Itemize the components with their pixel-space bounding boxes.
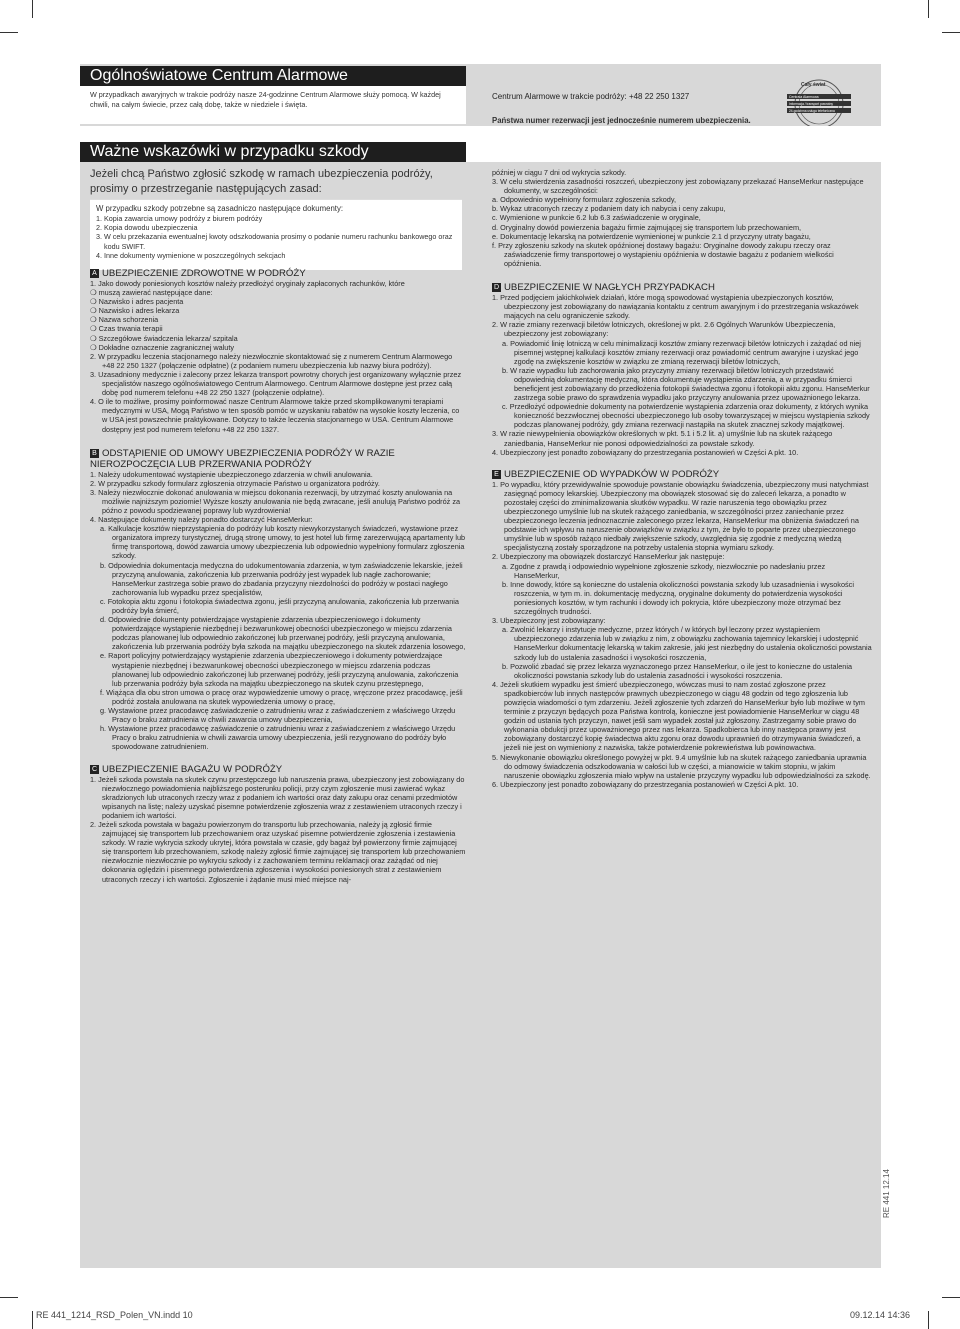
para-d2b: b. W razie wypadku lub zachorowania jako przyczyny zmiany rezerwacji biletów lotniczych przedstawić odpowiednią dokumentację medyczną, która dokumentuje wystąpienia zdarzenia, a w przypadku śmierci beneficjent jest zobowiązany do przedłożenia fotokopii świadectwa zgonu i fotokopii aktu zgonu. HanseMerkur zastrzega sobie prawo do sprawdzenia wypadku jako przyczyny anulowania przez upoważnionego lekarza. [502,365,870,403]
header-title: Ogólnoświatowe Centrum Alarmowe [80,66,466,86]
header-phone: Centrum Alarmowe w trakcie podróży: +48 22 250 1327 [492,92,690,101]
para-b1: 1. Należy udokumentować wystąpienie ubezpieczonego zdarzenia w chwili anulowania. [90,469,373,479]
section-letter-e: E [492,470,501,479]
documents-item: 1. Kopia zawarcia umowy podróży z biurem podróży [96,214,263,223]
bullet-item: ❍ Nazwisko i adres pacjenta [90,297,184,307]
heading-b-text: ODSTĄPIENIE OD UMOWY UBEZPIECZENIA PODRÓŻY W RAZIE NIEROZPOCZĘCIA LUB PRZERWANIA PODRÓŻY [90,447,395,470]
para-c3f: f. Przy zgłoszeniu szkody na skutek opóźnionej dostawy bagażu: Oryginalne dowody zakupu rzeczy oraz zaświadczenie firmy transportowej o wystąpieniu opóźnienia w dostawie bagażu z podaniem wielkości opóźnienia. [492,240,834,268]
seal-line-1: Centrala Alarmowa [789,95,819,99]
para-e3: 3. Ubezpieczony jest zobowiązany: [492,616,606,626]
side-code: RE 441 12.14 [882,1169,891,1218]
heading-c [90,764,466,775]
heading-d [492,282,872,293]
para-d2a: a. Powiadomić linię lotniczą w celu minimalizacji kosztów zmiany rezerwacji biletów lotniczych i zażądać od niej pisemnej wstępnej kalkulacji kosztów zmiany rezerwacji oraz powiadomić centrum awaryjne i uzyskać jego zgodę na zwiększenie kosztów w związku ze zmianą rezerwacji biletów lotniczych, [502,338,861,366]
para-c3d: d. Oryginalny dowód powierzenia bagażu firmie zajmującej się transportem lub przechowaniem, [492,222,802,232]
crop-mark [0,1297,18,1298]
documents-box-lead: W przypadku szkody potrzebne są zasadniczo następujące dokumenty: [96,204,344,213]
para-c3c: c. Wymienione w punkcie 6.2 lub 6.3 zaświadczenie w oryginale, [492,213,701,223]
para-e5: 5. Niewykonanie obowiązku określonego powyżej w pkt. 9.4 umyślnie lub na skutek rażącego zaniedbania uprawnia do odmowy świadczenia odszkodowania w całości lub w części, a mianowicie w takim stopniu, w jakim naruszenie obowiązku zgłoszenia miało wpływ na ustalenie przyczyny wypadku lub odpowiedzialności za szkodę. [492,752,871,780]
para-b4d: d. Odpowiednie dokumenty potwierdzające wystąpienie zdarzenia ubezpieczeniowego i dokumenty potwierdzające wystąpienie niezbędnej i bezwarunkowej obecności ubezpieczonego w miejscu zdarzenia podczas planowanej lub odpowiednio zakończonej lub przerwanej podróży, jeśli przyczyną anulowania, zakończenia lub przerwania podróży była szkoda na majątku ubezpieczonego na skutek zdarzenia losowego, [100,615,466,652]
para-b3: 3. Należy niezwłocznie dokonać anulowania w miejscu dokonania rezerwacji, by utrzymać koszty anulowania na możliwie najniższym poziomie! Wyższe koszty anulowania nie będą zwracane, jeśli anulują Państwo podróż za późno z powodu spodziewanej poprawy lub wyzdrowienia! [90,487,461,515]
para-d4: 4. Ubezpieczony jest ponadto zobowiązany do przestrzegania postanowień w Części A pkt. 10. [492,447,799,457]
crop-mark [32,0,33,18]
para-b4f: f. Wiążąca dla obu stron umowa o pracę oraz wypowiedzenie umowy o pracę, wręczone przez pracodawcę, jeśli podróż została anulowana na skutek wypowiedzenia umowy o pracę, [100,687,463,706]
para-e1: 1. Po wypadku, który przewidywalnie spowoduje powstanie obowiązku świadczenia, ubezpieczony musi natychmiast zasięgnąć pomocy lekarskiej. Ubezpieczony ma obowiązek stosować się do zaleceń lekarza, a ponadto w pozostałej części do zminimalizowania skutków wypadku. W razie naruszenia tego obowiązku przez ubezpieczonego umyślnie lub na skutek rażącego zaniedbania, w szczególności przez zaniechanie przez ubezpieczonego leczenia jednoznacznie zaleconego przez lekarza, HanseMerkur ma obniżenia świadczeń na podstawie ich wpływu na naruszenie obowiązków w związku z tym, że było to poparte przez ubezpieczonego umyślnie lub w sposób rażąco niedbały zwiększenie szkody, uwzględnia się zgodnie z medyczną wiedzą specjalistyczną zostały sporządzone na potrzeby ustalenia stopnia wymiaru szkody. [492,479,869,553]
para-a2: 2. W przypadku leczenia stacjonarnego należy niezwłocznie skontaktować się z numerem Centrum Alarmowego +48 22 250 1327 (połączenie odpłatne) (z podaniem numeru ubezpieczenia lub nazwy biura podróży). [90,351,453,370]
section-intro: Jeżeli chcą Państwo zgłosić szkodę w ramach ubezpieczenia podróży, prosimy o przestrzeganie następujących zasad: [90,168,433,195]
crop-mark [928,0,929,18]
footer-file: RE 441_1214_RSD_Polen_VN.indd 10 [36,1310,193,1320]
crop-mark [942,32,960,33]
para-b4c: c. Fotokopia aktu zgonu i fotokopia świadectwa zgonu, jeśli przyczyną anulowania, zakończenia lub przerwania podróży była śmierć, [100,596,459,615]
heading-e-text: UBEZPIECZENIE OD WYPADKÓW W PODRÓŻY [504,468,720,480]
para-b4h: h. Wystawione przez pracodawcę zaświadczenie o zatrudnieniu wraz z zaświadczeniem z właściwego Urzędu Pracy o braku zatrudnienia w chwili zawarcia umowy ubezpieczenia, jeśli rezygnowano do podróży było spowodowane zatrudnieniem. [100,724,456,752]
documents-item: 3. W celu przekazania ewentualnej kwoty odszkodowania prosimy o podanie numeru rachunku bankowego oraz kodu SWIFT. [96,232,453,251]
para-a4: 4. O ile to możliwe, prosimy poinformować nasze Centrum Alarmowe także przed skomplikowanymi terapiami medycznymi w USA, Mogą Państwo w ten sposób pomóc w uzyskaniu rabatów na wysokie koszty leczenia, co w USA jest powszechnie praktykowane. Dotyczy to także leczenia stacjonarnego w USA. Centrum Alarmowe dostępny jest pod numerem telefonu +48 22 250 1327. [90,397,460,434]
para-e2a: a. Zgodne z prawdą i odpowiednio wypełnione zgłoszenie szkody, niezwłocznie po nadesłaniu przez HanseMerkur, [502,561,826,580]
para-e2b: b. Inne dowody, które są konieczne do ustalenia okoliczności powstania szkody lub uzasadnienia i wysokości roszczenia, w tym m. in. dokumentację medyczną, oryginalne dokumenty do potwierdzenia wysokości poniesionych kosztów, w tym rachunki i dowody ich pokrycia, które ubezpieczony może otrzymać bez szczególnych trudności. [502,579,854,617]
para-b4b: b. Odpowiednia dokumentacja medyczna do udokumentowania zdarzenia, w tym zaświadczenie lekarskie, jeżeli przyczyną anulowania, zakończenia lub przerwania podróży jest wypadek lub nagłe zachorowanie; HanseMerkur zastrzega sobie prawo do zbadania przyczyny niezdolności do podróży w postaci nagłego zachorowania lub wypadku przez specjalistów, [100,560,463,597]
para-c3a: a. Odpowiednio wypełniony formularz zgłoszenia szkody, [492,195,677,205]
section-letter-d: D [493,284,500,292]
heading-e [492,469,872,480]
heading-a [90,268,466,279]
seal-line-2: Informacja / transport powrotny [789,102,833,106]
section-letter-a: A [90,269,99,278]
para-c1: 1. Jeżeli szkoda powstała na skutek czynu przestępczego lub naruszenia prawa, ubezpieczony jest zobowiązany do niezwłocznego powiadomienia najbliższego posterunku policji, przy czym zgłoszenie musi zawierać wykaz skradzionych lub utraconych rzeczy wraz z podaniem ich wartości oraz daty zakupu oraz cenami przedmiotów wpisanych na listę; należy uzyskać pisemne potwierdzenie zgłoszenia wraz z zestawieniem utraconych rzeczy i podaniem ich wartości. [90,774,465,820]
para-d2: 2. W razie zmiany rezerwacji biletów lotniczych, określonej w pkt. 2.6 Ogólnych Warunków Ubezpieczenia, ubezpieczony jest zobowiązany: [492,320,836,339]
heading-b [90,448,466,470]
para-c2: 2. Jeżeli szkoda powstała w bagażu powierzonym do transportu lub przechowania, należy ją zgłosić firmie zajmującej się transportem lub przechowaniem oraz uzyskać pisemne potwierdzenie zgłoszenia i zestawienia szkody. W razie wykrycia szkody ukrytej, która powstała w czasie, gdy bagaż był powierzony firmie zajmującej się transportem lub przechowaniem, szkodę należy zgłosić firmie zajmującej się transportem lub przechowaniem niezwłocznie niezwłocznie po wykryciu szkody i z zachowaniem terminu reklamacji oraz zażądać od niej dokonania oględzin i pisemnego potwierdzenia zgłoszenia i wysokości poniesionych strat z zestawieniem utraconych rzeczy i ich wartości. Zgłoszenie i żądanie musi mieć miejsce naj- [90,819,466,884]
para-e6: 6. Ubezpieczony jest ponadto zobowiązany do przestrzegania postanowień w Części A pkt. 10. [492,779,799,789]
bullet-item: ❍ Nazwisko i adres lekarza [90,306,180,316]
para-e4: 4. Jeżeli skutkiem wypadku jest śmierć ubezpieczonego, wówczas musi to nam zostać zgłoszone przez spadkobierców lub innych następców prawnych ubezpieczonego w ciągu 48 godzin od tego zgłoszenia lub powzięcia wiadomości o tym zdarzeniu. Jeżeli zgłoszenie tych zdarzeń do HanseMerkur było lub możliwe w tym terminie z przyczyn będących poza Państwa kontrolą, konieczne jest powiadomienie HanseMerkur w ciągu 48 godzin od ustania tych przyczyn, nawet jeśli sam wypadek został już zgłoszony. Zastrzegamy sobie prawo do wykonania obdukcji przez upoważnionego przez nas lekarza. Spadkobierca lub inny następca prawny jest zobowiązany dostarczyć kopię świadectwa aktu zgonu oraz dowodu uprawnień do otrzymywania świadczeń, a jeżeli nie jest on wymieniony z nazwiska, także potwierdzenie pokrewieństwa lub powinowactwa. [492,679,865,753]
documents-item: 4. Inne dokumenty wymienione w poszczególnych sekcjach [96,250,286,260]
heading-c-text: UBEZPIECZENIE BAGAŻU W PODRÓŻY [102,763,283,775]
right-column [492,168,872,789]
bullet-item: ❍ Szczegółowe świadczenia lekarza/ szpitala [90,333,238,343]
para-b4g: g. Wystawione przez pracodawcę zaświadczenie o zatrudnieniu wraz z zaświadczeniem z właściwego Urzędu Pracy o braku zatrudnienia w chwili zawarcia umowy ubezpieczenia, [100,706,456,725]
bullet-item: ❍ Dokładne oznaczenie zagranicznej waluty [90,342,235,352]
documents-item: 2. Kopia dowodu ubezpieczenia [96,223,198,233]
header-text: W przypadkach awaryjnych w trakcie podróży nasze 24-godzinne Centrum Alarmowe służy pomocą. W każdej chwili, na całym świecie, przez całą dobę, także w niedziele i święta. [90,90,441,109]
header-note: Państwa numer rezerwacji jest jednocześnie numerem ubezpieczenia. [492,116,751,125]
para-c-cont: później w ciągu 7 dni od wykrycia szkody. [492,168,627,177]
crop-mark [928,1311,929,1329]
seal-arc-text: Cały świat [801,82,826,88]
crop-mark [942,1297,960,1298]
documents-box-list [96,214,458,260]
left-column [90,268,466,884]
para-b2: 2. W przypadku szkody formularz zgłoszenia otrzymacie Państwo u organizatora podróży. [90,478,380,488]
para-a1: 1. Jako dowody poniesionych kosztów należy przedłożyć oryginały zapłaconych rachunków, które [90,279,405,288]
world-seal-icon [781,76,857,126]
section-title: Ważne wskazówki w przypadku szkody [80,142,466,162]
heading-d-text: UBEZPIECZENIE W NAGŁYCH PRZYPADKACH [504,282,715,294]
bullet-item: ❍ Nazwa schorzenia [90,315,159,325]
para-c3: 3. W celu stwierdzenia zasadności roszczeń, ubezpieczony jest zobowiązany przekazać HanseMerkur następujące dokumenty, w szczególności: [492,177,864,196]
bullet-item: ❍ Czas trwania terapii [90,324,163,334]
crop-mark [0,32,18,33]
para-e2: 2. Ubezpieczony ma obowiązek dostarczyć HanseMerkur jak następuje: [492,552,725,562]
seal-line-3: 24-godzinna usługa telefoniczna [789,109,835,113]
para-b4: 4. Następujące dokumenty należy ponadto dostarczyć HanseMerkur: [90,515,313,525]
para-b4e: e. Raport policyjny potwierdzający wystąpienie zdarzenia ubezpieczeniowego i dokumenty potwierdzające wystąpienie niezbędnej i bezwarunkowej obecności ubezpieczonego w miejscu zdarzenia podczas planowanej lub odpowiednio zakończonej lub przerwanej podróży, jeśli przyczyną anulowania, zakończenia lub przerwania podróży była szkoda na majątku ubezpieczonego na skutek czynu przestępnego, [100,651,459,688]
para-d2c: c. Przedłożyć odpowiednie dokumenty na potwierdzenie wystąpienia zdarzenia oraz dokumenty, z których wynika konieczność bezzwłocznej obecności ubezpieczonego lub osoby towarzyszącej w miejscu wystąpienia szkody podczas planowanej podróży, gdy zmiana rezerwacji nastąpiła na skutek znacznej szkody majątkowej. [502,402,870,430]
para-a3: 3. Uzasadniony medycznie i zalecony przez lekarza transport powrotny chorych jest organizowany wyłącznie przez specjalistów naszego ogólnoświatowego Centrum Alarmowego. Centrum Alarmowe dostępne jest przez całą dobę pod numerem telefonu +48 22 250 1327 (połączenie odpłatne). [90,369,462,398]
para-d3: 3. W razie niewypełnienia obowiązków określonych w pkt. 5.1 i 5.2 lit. a) umyślnie lub na skutek rażącego zaniedbania, HanseMerkur nie ponosi odpowiedzialności za powstałe szkody. [492,429,833,448]
para-d1: 1. Przed podjęciem jakichkolwiek działań, które mogą spowodować wystąpienia ubezpieczonych kosztów, ubezpieczony jest zobowiązany do nawiązania kontaktu z centrum awaryjnym i do przestrzegania wskazówek mających na celu ograniczenie szkody. [492,293,859,321]
para-c3e: e. Dokumentację lekarską na potwierdzenie wymienionej w punkcie 2.1 d przyczyny utraty bagażu, [492,231,811,241]
section-letter-b: B [90,449,99,458]
para-e3b: b. Pozwolić zbadać się przez lekarza wyznaczonego przez HanseMerkur, o ile jest to konieczne do ustalenia okoliczności powstania szkody lub do ustalenia zasadności i wysokości roszczenia. [502,661,853,680]
para-e3a: a. Zwolnić lekarzy i instytucje medyczne, przez których / w których był leczony przez wystąpieniem ubezpieczonego zdarzenia lub w związku z nim, z obowiązku zachowania tajemnicy lekarskiej i udostępnić HanseMerkur dokumentację lekarską w takim zakresie, jaki jest niezbędny do ustalenia okoliczności powstania szkody lub do ustalenia zasadności i wysokości roszczenia, [502,625,872,662]
section-letter-c: C [91,765,98,773]
para-c3b: b. Wykaz utraconych rzeczy z podaniem daty ich nabycia i ceny zakupu, [492,204,726,214]
footer-date: 09.12.14 14:36 [850,1310,911,1320]
para-b4a: a. Kalkulacje kosztów nieprzystąpienia do podróży lub koszty niewykorzystanych świadczeń, wystawione przez organizatora imprezy turystycznej, drugą stronę umowy, to jest hotel lub firmę zarezerwującą apartamenty lub firmę transportową, dowód zawarcia umowy ubezpieczenia lub odpowiednio wypełniony formularz zgłoszenia szkody. [100,524,466,561]
heading-a-text: UBEZPIECZENIE ZDROWOTNE W PODRÓŻY [102,268,306,279]
para-a1-sub: ❍ muszą zawierać następujące dane: [90,288,213,298]
crop-mark [32,1311,33,1329]
